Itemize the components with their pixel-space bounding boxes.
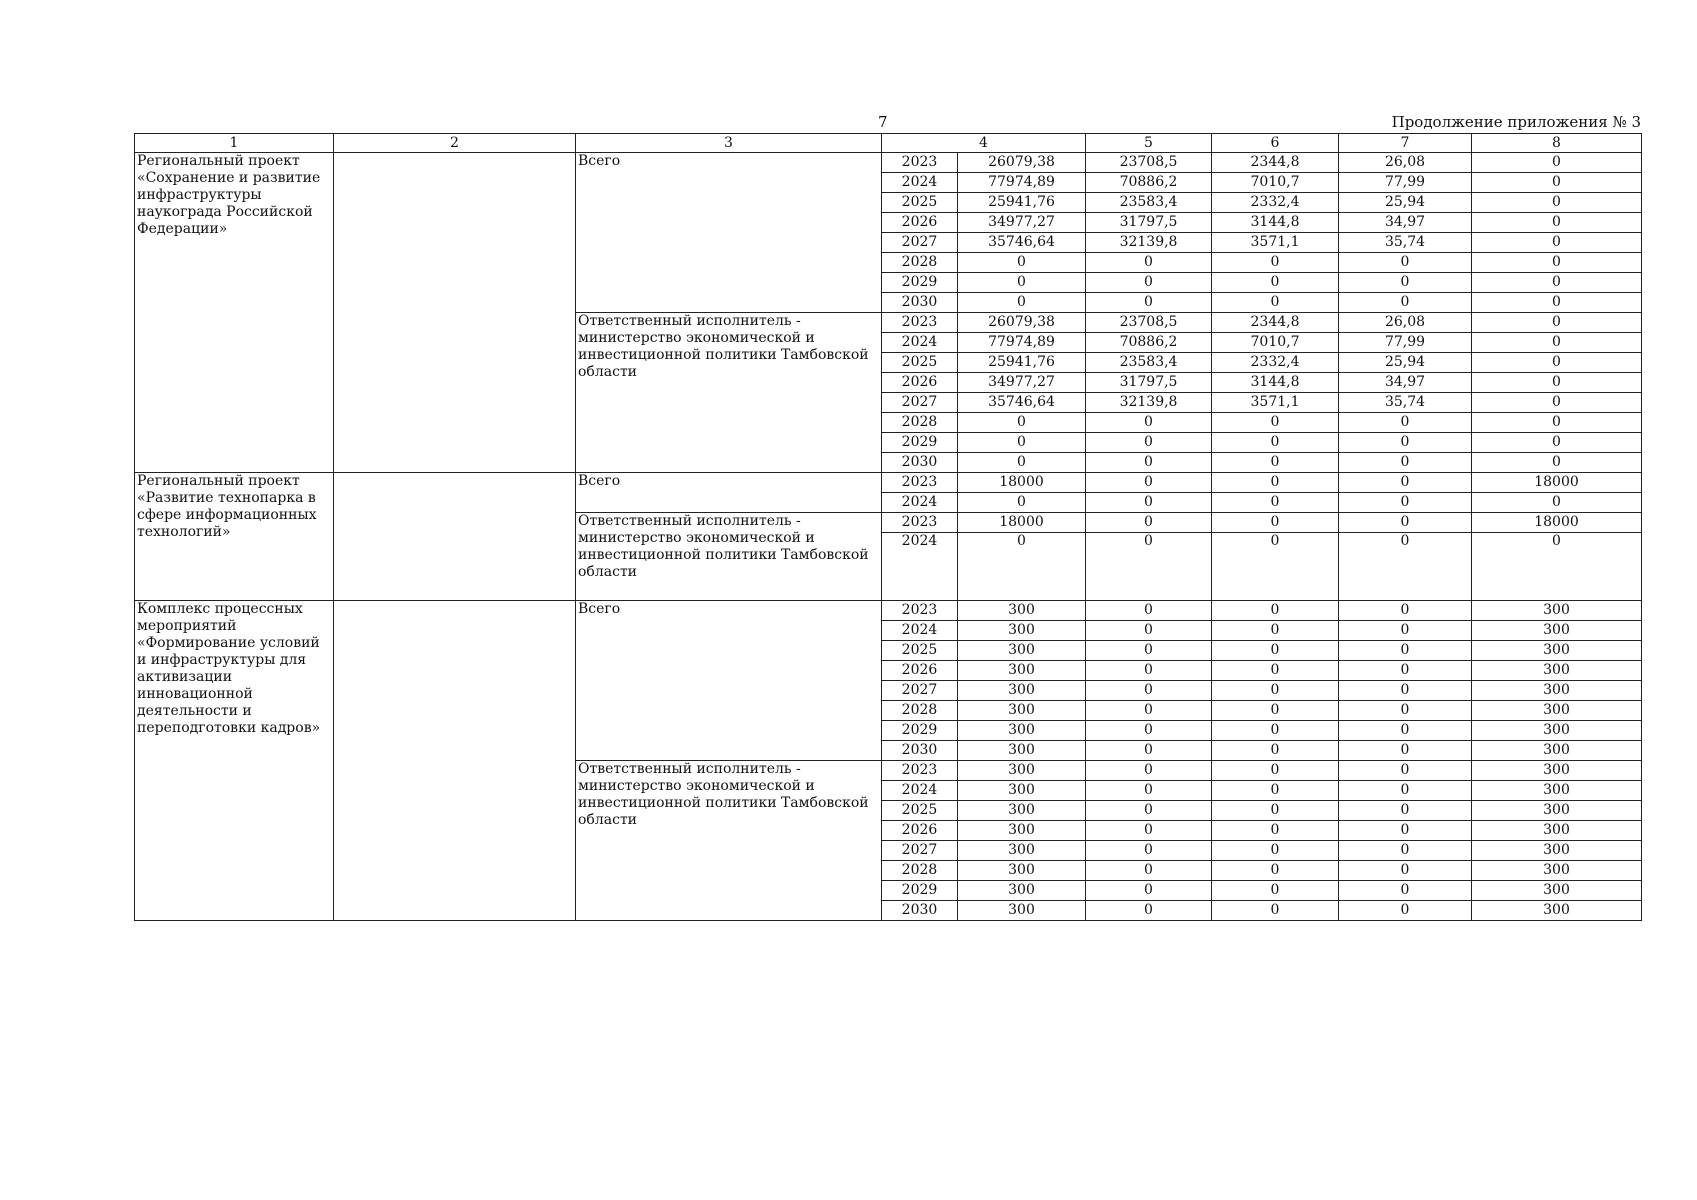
col7-value-cell: 0 xyxy=(1339,473,1472,493)
col8-value-cell: 0 xyxy=(1472,353,1642,373)
year-cell: 2023 xyxy=(882,473,958,493)
col4-value-cell: 34977,27 xyxy=(958,373,1086,393)
col6-value-cell: 0 xyxy=(1212,533,1339,601)
col7-value-cell: 26,08 xyxy=(1339,313,1472,333)
year-cell: 2024 xyxy=(882,533,958,601)
col8-value-cell: 300 xyxy=(1472,741,1642,761)
col4-value-cell: 25941,76 xyxy=(958,353,1086,373)
year-cell: 2028 xyxy=(882,861,958,881)
project-name-cell: Региональный проект «Развитие технопарка в сфере информационных технологий» xyxy=(135,473,334,601)
col7-value-cell: 0 xyxy=(1339,741,1472,761)
col4-value-cell: 300 xyxy=(958,861,1086,881)
col7-value-cell: 25,94 xyxy=(1339,193,1472,213)
col5-value-cell: 23708,5 xyxy=(1086,153,1212,173)
col4-value-cell: 300 xyxy=(958,741,1086,761)
year-cell: 2027 xyxy=(882,393,958,413)
col5-value-cell: 0 xyxy=(1086,901,1212,921)
col4-value-cell: 18000 xyxy=(958,473,1086,493)
col4-value-cell: 0 xyxy=(958,413,1086,433)
col8-value-cell: 0 xyxy=(1472,393,1642,413)
year-cell: 2030 xyxy=(882,293,958,313)
col8-value-cell: 0 xyxy=(1472,173,1642,193)
header-cell: 2 xyxy=(334,134,576,153)
col8-value-cell: 0 xyxy=(1472,373,1642,393)
col7-value-cell: 0 xyxy=(1339,453,1472,473)
col7-value-cell: 0 xyxy=(1339,681,1472,701)
project-name-cell: Региональный проект «Сохранение и развитие инфраструктуры наукограда Российской Федерации» xyxy=(135,153,334,473)
col5-value-cell: 70886,2 xyxy=(1086,333,1212,353)
col5-value-cell: 0 xyxy=(1086,721,1212,741)
year-cell: 2029 xyxy=(882,433,958,453)
col5-value-cell: 0 xyxy=(1086,881,1212,901)
year-cell: 2024 xyxy=(882,333,958,353)
col8-value-cell: 0 xyxy=(1472,293,1642,313)
col6-value-cell: 3571,1 xyxy=(1212,233,1339,253)
col8-value-cell: 300 xyxy=(1472,781,1642,801)
year-cell: 2029 xyxy=(882,273,958,293)
col7-value-cell: 77,99 xyxy=(1339,333,1472,353)
col5-value-cell: 0 xyxy=(1086,453,1212,473)
col5-value-cell: 0 xyxy=(1086,781,1212,801)
col6-value-cell: 0 xyxy=(1212,841,1339,861)
col4-value-cell: 77974,89 xyxy=(958,333,1086,353)
col8-value-cell: 0 xyxy=(1472,213,1642,233)
year-cell: 2028 xyxy=(882,253,958,273)
year-cell: 2023 xyxy=(882,513,958,533)
col8-value-cell: 0 xyxy=(1472,253,1642,273)
col6-value-cell: 3144,8 xyxy=(1212,213,1339,233)
col5-value-cell: 0 xyxy=(1086,681,1212,701)
col5-value-cell: 0 xyxy=(1086,533,1212,601)
col6-value-cell: 0 xyxy=(1212,821,1339,841)
col7-value-cell: 0 xyxy=(1339,293,1472,313)
col8-value-cell: 300 xyxy=(1472,621,1642,641)
col6-value-cell: 0 xyxy=(1212,701,1339,721)
year-cell: 2026 xyxy=(882,821,958,841)
col6-value-cell: 0 xyxy=(1212,433,1339,453)
year-cell: 2023 xyxy=(882,601,958,621)
col7-value-cell: 0 xyxy=(1339,433,1472,453)
col6-value-cell: 0 xyxy=(1212,681,1339,701)
col8-value-cell: 0 xyxy=(1472,233,1642,253)
col5-value-cell: 0 xyxy=(1086,433,1212,453)
col6-value-cell: 0 xyxy=(1212,901,1339,921)
col8-value-cell: 0 xyxy=(1472,533,1642,601)
year-cell: 2025 xyxy=(882,193,958,213)
col4-value-cell: 0 xyxy=(958,453,1086,473)
col6-value-cell: 3571,1 xyxy=(1212,393,1339,413)
col8-value-cell: 300 xyxy=(1472,801,1642,821)
col4-value-cell: 300 xyxy=(958,841,1086,861)
col5-value-cell: 0 xyxy=(1086,801,1212,821)
col4-value-cell: 35746,64 xyxy=(958,233,1086,253)
col6-value-cell: 0 xyxy=(1212,621,1339,641)
table-body xyxy=(135,134,1642,921)
col4-value-cell: 300 xyxy=(958,701,1086,721)
col5-value-cell: 0 xyxy=(1086,821,1212,841)
col4-value-cell: 77974,89 xyxy=(958,173,1086,193)
col7-value-cell: 0 xyxy=(1339,601,1472,621)
year-cell: 2024 xyxy=(882,621,958,641)
col7-value-cell: 0 xyxy=(1339,493,1472,513)
col8-value-cell: 300 xyxy=(1472,761,1642,781)
col7-value-cell: 0 xyxy=(1339,781,1472,801)
year-cell: 2025 xyxy=(882,353,958,373)
col6-value-cell: 0 xyxy=(1212,513,1339,533)
col7-value-cell: 35,74 xyxy=(1339,393,1472,413)
col4-value-cell: 0 xyxy=(958,533,1086,601)
year-cell: 2023 xyxy=(882,153,958,173)
col4-value-cell: 300 xyxy=(958,801,1086,821)
col6-value-cell: 2332,4 xyxy=(1212,353,1339,373)
col6-value-cell: 0 xyxy=(1212,661,1339,681)
col8-value-cell: 300 xyxy=(1472,821,1642,841)
col8-value-cell: 300 xyxy=(1472,841,1642,861)
col7-value-cell: 0 xyxy=(1339,701,1472,721)
col6-value-cell: 0 xyxy=(1212,761,1339,781)
col8-value-cell: 0 xyxy=(1472,313,1642,333)
table-row xyxy=(135,601,1642,621)
col8-value-cell: 300 xyxy=(1472,601,1642,621)
column-2-cell xyxy=(334,153,576,473)
year-cell: 2030 xyxy=(882,741,958,761)
col7-value-cell: 0 xyxy=(1339,513,1472,533)
col7-value-cell: 0 xyxy=(1339,721,1472,741)
col4-value-cell: 0 xyxy=(958,433,1086,453)
col6-value-cell: 0 xyxy=(1212,453,1339,473)
col5-value-cell: 0 xyxy=(1086,641,1212,661)
col4-value-cell: 300 xyxy=(958,621,1086,641)
col8-value-cell: 0 xyxy=(1472,493,1642,513)
year-cell: 2029 xyxy=(882,881,958,901)
col4-value-cell: 25941,76 xyxy=(958,193,1086,213)
col6-value-cell: 3144,8 xyxy=(1212,373,1339,393)
col7-value-cell: 0 xyxy=(1339,661,1472,681)
appendix-title: Продолжение приложения № 3 xyxy=(1391,113,1641,131)
col6-value-cell: 2332,4 xyxy=(1212,193,1339,213)
col7-value-cell: 0 xyxy=(1339,901,1472,921)
col5-value-cell: 0 xyxy=(1086,761,1212,781)
col8-value-cell: 300 xyxy=(1472,641,1642,661)
col6-value-cell: 0 xyxy=(1212,721,1339,741)
col6-value-cell: 0 xyxy=(1212,473,1339,493)
total-label-cell: Всего xyxy=(576,473,882,513)
col4-value-cell: 300 xyxy=(958,781,1086,801)
header-cell: 5 xyxy=(1086,134,1212,153)
col7-value-cell: 0 xyxy=(1339,641,1472,661)
header-cell: 6 xyxy=(1212,134,1339,153)
year-cell: 2029 xyxy=(882,721,958,741)
col4-value-cell: 18000 xyxy=(958,513,1086,533)
col4-value-cell: 300 xyxy=(958,721,1086,741)
column-2-cell xyxy=(334,601,576,921)
col4-value-cell: 0 xyxy=(958,253,1086,273)
table-row xyxy=(135,473,1642,493)
col7-value-cell: 35,74 xyxy=(1339,233,1472,253)
col4-value-cell: 35746,64 xyxy=(958,393,1086,413)
col6-value-cell: 0 xyxy=(1212,273,1339,293)
col7-value-cell: 0 xyxy=(1339,413,1472,433)
col7-value-cell: 0 xyxy=(1339,841,1472,861)
col8-value-cell: 18000 xyxy=(1472,513,1642,533)
year-cell: 2023 xyxy=(882,761,958,781)
year-cell: 2025 xyxy=(882,801,958,821)
col6-value-cell: 7010,7 xyxy=(1212,173,1339,193)
col5-value-cell: 0 xyxy=(1086,701,1212,721)
col7-value-cell: 0 xyxy=(1339,761,1472,781)
col4-value-cell: 26079,38 xyxy=(958,313,1086,333)
col5-value-cell: 0 xyxy=(1086,513,1212,533)
col5-value-cell: 70886,2 xyxy=(1086,173,1212,193)
total-label-cell: Всего xyxy=(576,601,882,761)
year-cell: 2030 xyxy=(882,453,958,473)
col8-value-cell: 300 xyxy=(1472,661,1642,681)
col8-value-cell: 0 xyxy=(1472,273,1642,293)
col4-value-cell: 300 xyxy=(958,901,1086,921)
responsible-executor-cell: Ответственный исполнитель - министерство экономической и инвестиционной политики Тамбовской области xyxy=(576,761,882,921)
year-cell: 2026 xyxy=(882,213,958,233)
col5-value-cell: 0 xyxy=(1086,473,1212,493)
col4-value-cell: 300 xyxy=(958,681,1086,701)
col4-value-cell: 34977,27 xyxy=(958,213,1086,233)
year-cell: 2025 xyxy=(882,641,958,661)
col4-value-cell: 300 xyxy=(958,661,1086,681)
year-cell: 2027 xyxy=(882,233,958,253)
year-cell: 2028 xyxy=(882,413,958,433)
col5-value-cell: 23708,5 xyxy=(1086,313,1212,333)
col5-value-cell: 32139,8 xyxy=(1086,233,1212,253)
year-cell: 2024 xyxy=(882,173,958,193)
col5-value-cell: 0 xyxy=(1086,661,1212,681)
col4-value-cell: 300 xyxy=(958,881,1086,901)
col6-value-cell: 0 xyxy=(1212,741,1339,761)
col8-value-cell: 0 xyxy=(1472,453,1642,473)
col4-value-cell: 0 xyxy=(958,273,1086,293)
project-name-cell: Комплекс процессных мероприятий «Формирование условий и инфраструктуры для активизации инновационной деятельности и переподготовки кадров» xyxy=(135,601,334,921)
col5-value-cell: 0 xyxy=(1086,293,1212,313)
col8-value-cell: 0 xyxy=(1472,433,1642,453)
col5-value-cell: 31797,5 xyxy=(1086,373,1212,393)
col7-value-cell: 0 xyxy=(1339,861,1472,881)
col7-value-cell: 26,08 xyxy=(1339,153,1472,173)
col6-value-cell: 0 xyxy=(1212,601,1339,621)
funding-table xyxy=(134,133,1642,921)
col5-value-cell: 32139,8 xyxy=(1086,393,1212,413)
col5-value-cell: 0 xyxy=(1086,841,1212,861)
year-cell: 2024 xyxy=(882,493,958,513)
col7-value-cell: 77,99 xyxy=(1339,173,1472,193)
responsible-executor-cell: Ответственный исполнитель - министерство экономической и инвестиционной политики Тамбовской области xyxy=(576,513,882,601)
col8-value-cell: 0 xyxy=(1472,193,1642,213)
col6-value-cell: 0 xyxy=(1212,861,1339,881)
col5-value-cell: 31797,5 xyxy=(1086,213,1212,233)
col8-value-cell: 300 xyxy=(1472,721,1642,741)
col5-value-cell: 23583,4 xyxy=(1086,353,1212,373)
col5-value-cell: 23583,4 xyxy=(1086,193,1212,213)
col5-value-cell: 0 xyxy=(1086,413,1212,433)
col7-value-cell: 0 xyxy=(1339,821,1472,841)
col4-value-cell: 300 xyxy=(958,761,1086,781)
year-cell: 2024 xyxy=(882,781,958,801)
col6-value-cell: 0 xyxy=(1212,781,1339,801)
col7-value-cell: 0 xyxy=(1339,253,1472,273)
col6-value-cell: 0 xyxy=(1212,493,1339,513)
col4-value-cell: 300 xyxy=(958,821,1086,841)
col7-value-cell: 0 xyxy=(1339,273,1472,293)
col8-value-cell: 0 xyxy=(1472,413,1642,433)
col8-value-cell: 300 xyxy=(1472,861,1642,881)
col7-value-cell: 34,97 xyxy=(1339,213,1472,233)
col4-value-cell: 300 xyxy=(958,641,1086,661)
year-cell: 2026 xyxy=(882,373,958,393)
year-cell: 2027 xyxy=(882,841,958,861)
col6-value-cell: 2344,8 xyxy=(1212,313,1339,333)
col8-value-cell: 300 xyxy=(1472,681,1642,701)
col5-value-cell: 0 xyxy=(1086,601,1212,621)
col6-value-cell: 0 xyxy=(1212,253,1339,273)
col5-value-cell: 0 xyxy=(1086,621,1212,641)
col5-value-cell: 0 xyxy=(1086,253,1212,273)
col7-value-cell: 0 xyxy=(1339,881,1472,901)
col7-value-cell: 34,97 xyxy=(1339,373,1472,393)
col6-value-cell: 2344,8 xyxy=(1212,153,1339,173)
col7-value-cell: 0 xyxy=(1339,533,1472,601)
col6-value-cell: 0 xyxy=(1212,641,1339,661)
col6-value-cell: 0 xyxy=(1212,413,1339,433)
col6-value-cell: 0 xyxy=(1212,801,1339,821)
year-cell: 2026 xyxy=(882,661,958,681)
col5-value-cell: 0 xyxy=(1086,741,1212,761)
col8-value-cell: 18000 xyxy=(1472,473,1642,493)
year-cell: 2030 xyxy=(882,901,958,921)
col8-value-cell: 0 xyxy=(1472,153,1642,173)
header-cell: 1 xyxy=(135,134,334,153)
col4-value-cell: 0 xyxy=(958,293,1086,313)
year-cell: 2027 xyxy=(882,681,958,701)
col8-value-cell: 300 xyxy=(1472,881,1642,901)
header-cell: 3 xyxy=(576,134,882,153)
total-label-cell: Всего xyxy=(576,153,882,313)
col6-value-cell: 7010,7 xyxy=(1212,333,1339,353)
col5-value-cell: 0 xyxy=(1086,861,1212,881)
header-cell: 7 xyxy=(1339,134,1472,153)
col5-value-cell: 0 xyxy=(1086,273,1212,293)
col6-value-cell: 0 xyxy=(1212,293,1339,313)
header-row xyxy=(135,134,1642,153)
col7-value-cell: 0 xyxy=(1339,801,1472,821)
col8-value-cell: 300 xyxy=(1472,701,1642,721)
responsible-executor-cell: Ответственный исполнитель - министерство экономической и инвестиционной политики Тамбовской области xyxy=(576,313,882,473)
col6-value-cell: 0 xyxy=(1212,881,1339,901)
header-cell: 4 xyxy=(882,134,1086,153)
col7-value-cell: 0 xyxy=(1339,621,1472,641)
year-cell: 2028 xyxy=(882,701,958,721)
col8-value-cell: 0 xyxy=(1472,333,1642,353)
col4-value-cell: 300 xyxy=(958,601,1086,621)
col4-value-cell: 0 xyxy=(958,493,1086,513)
col4-value-cell: 26079,38 xyxy=(958,153,1086,173)
year-cell: 2023 xyxy=(882,313,958,333)
column-2-cell xyxy=(334,473,576,601)
col7-value-cell: 25,94 xyxy=(1339,353,1472,373)
col8-value-cell: 300 xyxy=(1472,901,1642,921)
page-number: 7 xyxy=(878,113,888,131)
col5-value-cell: 0 xyxy=(1086,493,1212,513)
header-cell: 8 xyxy=(1472,134,1642,153)
table-row xyxy=(135,153,1642,173)
